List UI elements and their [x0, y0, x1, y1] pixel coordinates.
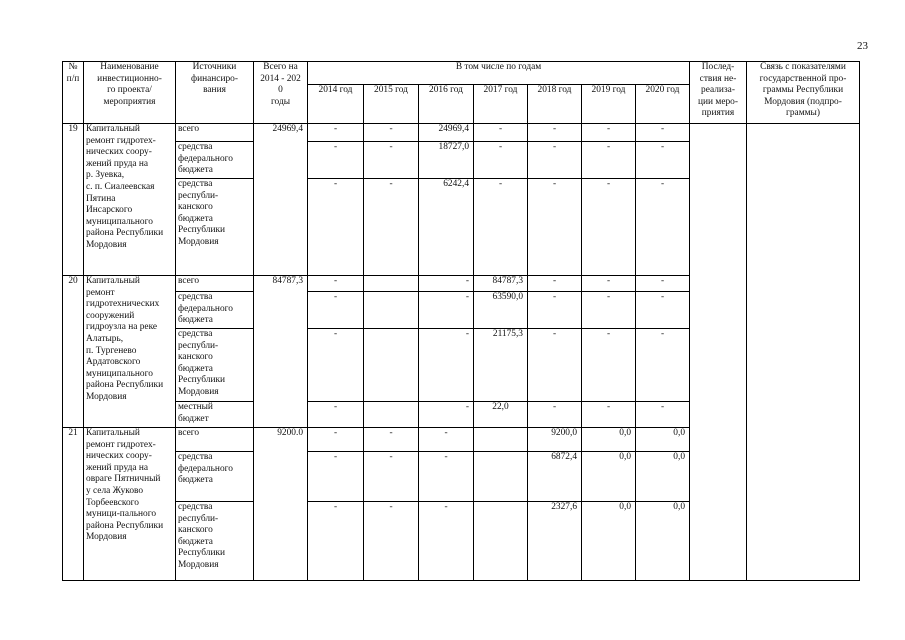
- header-year: 2018 год: [528, 85, 582, 124]
- year-value: -: [582, 179, 636, 276]
- funding-source: всего: [176, 276, 254, 292]
- header-year: 2015 год: [364, 85, 419, 124]
- year-value: -: [364, 142, 419, 179]
- project-number: 21: [63, 428, 84, 581]
- header-consequences: Послед- ствия не- реализа- ции меро- приятия: [690, 62, 747, 124]
- header-year: 2017 год: [474, 85, 528, 124]
- year-value: 22,0: [474, 402, 528, 428]
- year-value: -: [419, 402, 474, 428]
- year-value: -: [636, 124, 690, 142]
- year-value: 9200,0: [528, 428, 582, 452]
- year-value: 0,0: [636, 502, 690, 581]
- year-value: 0,0: [636, 428, 690, 452]
- project-number: 20: [63, 276, 84, 428]
- investment-projects-table: [62, 61, 860, 581]
- year-value: -: [364, 428, 419, 452]
- funding-source: средства республи- канского бюджета Республики Мордовия: [176, 329, 254, 402]
- year-value: 0,0: [582, 428, 636, 452]
- year-value: 24969,4: [419, 124, 474, 142]
- year-value: -: [528, 329, 582, 402]
- year-value: 18727,0: [419, 142, 474, 179]
- project-total: 84787,3: [254, 276, 308, 428]
- year-value: -: [528, 292, 582, 329]
- year-value: [474, 452, 528, 502]
- year-value: -: [582, 402, 636, 428]
- project-name: Капитальный ремонт гидротех- нических соору- жений пруда на р. Зуевка, с. п. Сиалеевская Пятина Инсарского муниципального района Республики Мордовия: [84, 124, 176, 276]
- funding-source: местный бюджет: [176, 402, 254, 428]
- year-value: [364, 329, 419, 402]
- year-value: -: [308, 452, 364, 502]
- year-value: [474, 428, 528, 452]
- year-value: -: [308, 292, 364, 329]
- page-number: 23: [857, 40, 868, 52]
- year-value: 63590,0: [474, 292, 528, 329]
- project-name: Капитальный ремонт гидротехнических сооружений гидроузла на реке Алатырь, п. Тургенево Ардатовского муниципального района Республики Мордовия: [84, 276, 176, 428]
- year-value: [364, 402, 419, 428]
- year-value: -: [528, 402, 582, 428]
- year-value: -: [636, 402, 690, 428]
- year-value: -: [419, 502, 474, 581]
- project-name: Капитальный ремонт гидротех- нических соору- жений пруда на овраге Пятничный у села Жуково Торбеевского муници-пального района Республики Мордовия: [84, 428, 176, 581]
- year-value: -: [419, 452, 474, 502]
- funding-source: средства федерального бюджета: [176, 142, 254, 179]
- year-value: -: [582, 142, 636, 179]
- funding-source: всего: [176, 124, 254, 142]
- project-total: 24969,4: [254, 124, 308, 276]
- year-value: -: [308, 329, 364, 402]
- year-value: -: [636, 142, 690, 179]
- year-value: -: [636, 292, 690, 329]
- year-value: -: [308, 402, 364, 428]
- year-value: 0,0: [582, 502, 636, 581]
- funding-source: средства республи- канского бюджета Республики Мордовия: [176, 502, 254, 581]
- year-value: -: [364, 179, 419, 276]
- year-value: -: [364, 502, 419, 581]
- year-value: 2327,6: [528, 502, 582, 581]
- year-value: -: [636, 276, 690, 292]
- year-value: 0,0: [636, 452, 690, 502]
- year-value: -: [308, 124, 364, 142]
- header-funding-sources: Источники финансиро- вания: [176, 62, 254, 124]
- header-total: Всего на 2014 - 202 0 годы: [254, 62, 308, 124]
- year-value: [474, 502, 528, 581]
- year-value: [364, 276, 419, 292]
- year-value: -: [582, 292, 636, 329]
- year-value: [364, 292, 419, 329]
- year-value: -: [528, 124, 582, 142]
- year-value: -: [474, 179, 528, 276]
- project-total: 9200.0: [254, 428, 308, 581]
- year-value: -: [308, 502, 364, 581]
- table-row: [63, 124, 860, 142]
- funding-source: средства республи- канского бюджета Республики Мордовия: [176, 179, 254, 276]
- consequences-cell: [690, 124, 747, 581]
- year-value: -: [419, 428, 474, 452]
- header-year: 2019 год: [582, 85, 636, 124]
- year-value: -: [308, 142, 364, 179]
- year-value: 0,0: [582, 452, 636, 502]
- funding-source: средства федерального бюджета: [176, 452, 254, 502]
- year-value: -: [528, 142, 582, 179]
- year-value: -: [528, 276, 582, 292]
- year-value: 6242,4: [419, 179, 474, 276]
- header-year: 2016 год: [419, 85, 474, 124]
- year-value: -: [582, 124, 636, 142]
- year-value: -: [582, 276, 636, 292]
- header-project-name: Наименование инвестиционно- го проекта/ мероприятия: [84, 62, 176, 124]
- year-value: -: [474, 142, 528, 179]
- year-value: -: [308, 179, 364, 276]
- year-value: -: [419, 292, 474, 329]
- funding-source: всего: [176, 428, 254, 452]
- year-value: -: [636, 329, 690, 402]
- header-year: 2014 год: [308, 85, 364, 124]
- year-value: -: [364, 452, 419, 502]
- year-value: -: [636, 179, 690, 276]
- year-value: -: [419, 276, 474, 292]
- year-value: 21175,3: [474, 329, 528, 402]
- header-by-years: В том числе по годам: [308, 62, 690, 85]
- program-link-cell: [747, 124, 860, 581]
- header-program-link: Связь с показателями государственной про- граммы Республики Мордовия (подпро- граммы): [747, 62, 860, 124]
- year-value: 6872,4: [528, 452, 582, 502]
- funding-source: средства федерального бюджета: [176, 292, 254, 329]
- header-num: № п/п: [63, 62, 84, 124]
- year-value: -: [474, 124, 528, 142]
- year-value: -: [364, 124, 419, 142]
- year-value: -: [528, 179, 582, 276]
- year-value: -: [308, 276, 364, 292]
- year-value: -: [582, 329, 636, 402]
- year-value: 84787,3: [474, 276, 528, 292]
- year-value: -: [308, 428, 364, 452]
- year-value: -: [419, 329, 474, 402]
- project-number: 19: [63, 124, 84, 276]
- header-year: 2020 год: [636, 85, 690, 124]
